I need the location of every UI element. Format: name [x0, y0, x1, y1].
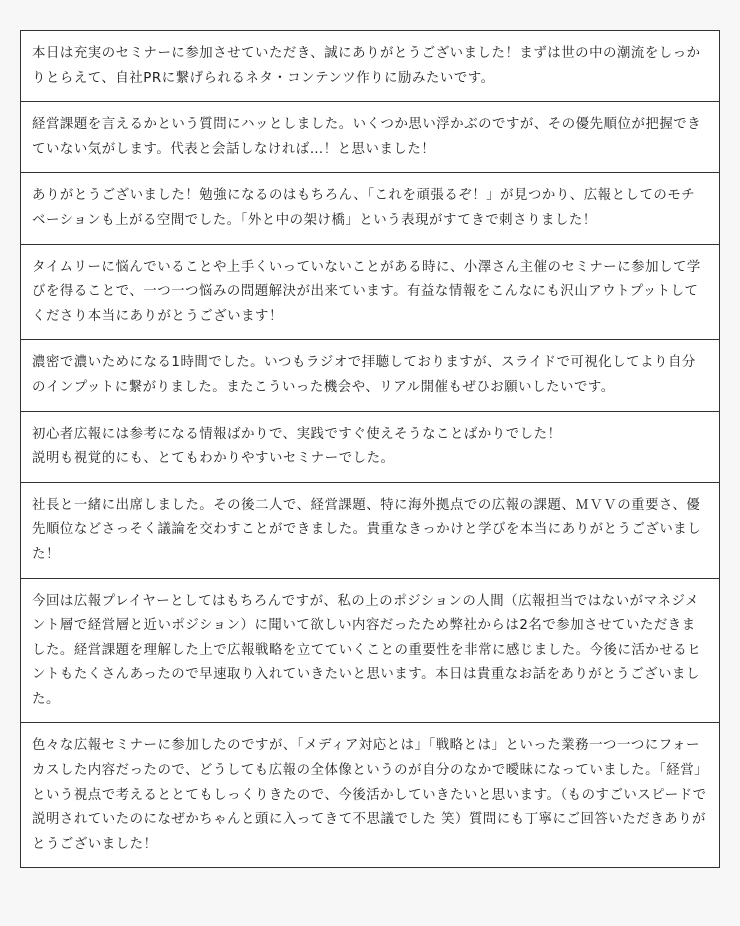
comment-row: 色々な広報セミナーに参加したのですが、「メディア対応とは」「戦略とは」といった業務一つ一つにフォーカスした内容だったので、どうしても広報の全体像というのが自分のなかで曖昧になっていました。「経営」という視点で考えるととてもしっくりきたので、今後活かしていきたいと思います。（ものすごいスピードで説明されていたのになぜかちゃんと頭に入ってきて不思議でした 笑）質問にも丁寧にご回答いただきありがとうございました！: [32, 738, 709, 852]
comment-row: 社長と一緒に出席しました。その後二人で、経営課題、特に海外拠点での広報の課題、ＭＶＶの重要さ、優先順位などさっそく議論を交わすことができました。貴重なきっかけと学びを本当にありがとうございました！: [21, 483, 719, 579]
comment-row: タイムリーに悩んでいることや上手くいっていないことがある時に、小澤さん主催のセミナーに参加して学びを得ることで、一つ一つ悩みの問題解決が出来ています。有益な情報をこんなにも沢山アウトプットしてくださり本当にありがとうございます！: [21, 245, 719, 341]
comment-row: 本日は充実のセミナーに参加させていただき、誠にありがとうございました！まずは世の中の潮流をしっかりとらえて、自社PRに繋げられるネタ・コンテンツ作りに励みたいです。: [21, 31, 719, 102]
comment-row: 初心者広報には参考になる情報ばかりで、実践ですぐ使えそうなことばかりでした！ 説明も視覚的にも、とてもわかりやすいセミナーでした。: [21, 412, 719, 483]
comment-row: ありがとうございました！勉強になるのはもちろん、「これを頑張るぞ！」が見つかり、広報としてのモチベーションも上がる空間でした。「外と中の架け橋」という表現がすてきで刺さりました！: [21, 173, 719, 244]
comment-row: 濃密で濃いためになる1時間でした。いつもラジオで拝聴しておりますが、スライドで可視化してより自分のインプットに繋がりました。またこういった機会や、リアル開催もぜひお願いしたいです。: [21, 340, 719, 411]
comment-row: 経営課題を言えるかという質問にハッとしました。いくつか思い浮かぶのですが、その優先順位が把握できていない気がします。代表と会話しなければ…！と思いました！: [21, 102, 719, 173]
comment-row: 今回は広報プレイヤーとしてはもちろんですが、私の上のポジションの人間（広報担当ではないがマネジメント層で経営層と近いポジション）に聞いて欲しい内容だったため弊社からは2名で参加させていただきました。経営課題を理解した上で広報戦略を立てていくことの重要性を非常に感じました。今後に活かせるヒントもたくさんあったので早速取り入れていきたいと思います。本日は貴重なお話をありがとうございました。: [21, 579, 719, 724]
comments-table: [20, 30, 720, 868]
